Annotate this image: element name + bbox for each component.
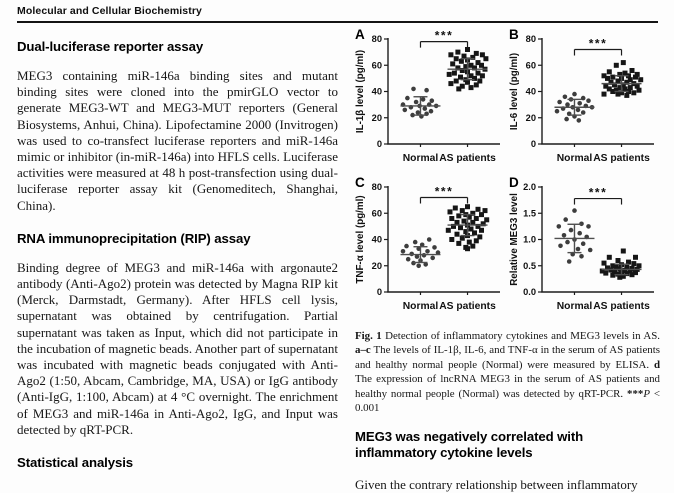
figure-caption-segment: ***	[627, 387, 644, 400]
svg-text:***: ***	[588, 185, 608, 200]
svg-text:20: 20	[371, 260, 382, 271]
svg-text:60: 60	[371, 60, 382, 71]
svg-text:IL-1β level (pg/ml): IL-1β level (pg/ml)	[355, 49, 366, 134]
svg-text:2.0: 2.0	[523, 182, 536, 192]
svg-text:60: 60	[371, 208, 382, 219]
svg-text:AS patients: AS patients	[439, 153, 496, 164]
svg-text:AS patients: AS patients	[439, 301, 496, 312]
svg-text:0: 0	[530, 139, 536, 149]
svg-text:***: ***	[434, 184, 454, 199]
figure-caption-segment: d	[653, 358, 660, 371]
svg-text:***: ***	[588, 36, 608, 51]
svg-text:IL-6 level (pg/ml): IL-6 level (pg/ml)	[509, 52, 520, 131]
section-heading-rip-assay: RNA immunoprecipitation (RIP) assay	[17, 230, 251, 246]
figure-1	[355, 28, 660, 322]
svg-text:40: 40	[371, 234, 382, 245]
svg-text:0: 0	[376, 287, 382, 297]
right-column	[355, 28, 660, 493]
figure-panel-a-il1b-scatter	[355, 28, 504, 174]
svg-text:40: 40	[525, 86, 536, 97]
svg-text:0.0: 0.0	[523, 287, 536, 297]
svg-text:1.0: 1.0	[523, 234, 536, 245]
svg-text:60: 60	[525, 60, 536, 71]
figure-caption	[355, 329, 660, 415]
section-heading-dual-luciferase-assay: Dual-luciferase reporter assay	[17, 39, 204, 54]
svg-text:A: A	[355, 28, 365, 42]
svg-text:AS patients: AS patients	[593, 301, 650, 312]
svg-text:0: 0	[376, 139, 382, 149]
svg-text:80: 80	[525, 34, 536, 44]
journal-title: Molecular and Cellular Biochemistry	[17, 5, 202, 17]
figure-caption-segment: a–c	[355, 344, 371, 357]
svg-text:Relative MEG3 level: Relative MEG3 level	[509, 193, 520, 286]
svg-text:AS patients: AS patients	[593, 153, 650, 164]
figure-panel-d-meg3-scatter	[509, 176, 658, 322]
figure-caption-segment: Fig. 1	[355, 330, 382, 342]
svg-text:80: 80	[371, 34, 382, 44]
svg-text:0.5: 0.5	[523, 260, 536, 271]
svg-text:D: D	[509, 176, 519, 190]
svg-text:C: C	[355, 176, 365, 190]
svg-text:TNF-α level (pg/ml): TNF-α level (pg/ml)	[355, 195, 366, 284]
svg-text:***: ***	[434, 28, 454, 43]
figure-caption-segment: < 0.001	[355, 387, 660, 415]
svg-text:Normal: Normal	[402, 153, 439, 164]
figure-caption-segment: The expression of lncRNA MEG3 in the serum of AS patients and healthy normal people (Normal) was detected by qRT-PCR.	[355, 373, 660, 400]
section-heading-meg3-correlation: MEG3 was negatively correlated with inflammatory cytokine levels	[355, 429, 584, 461]
svg-text:20: 20	[525, 112, 536, 123]
left-column	[17, 33, 338, 484]
svg-text:1.5: 1.5	[523, 208, 536, 219]
svg-text:20: 20	[371, 112, 382, 123]
header-rule	[17, 21, 658, 23]
body-paragraph-partial: Given the contrary relationship between inflammatory	[355, 477, 638, 493]
svg-text:80: 80	[371, 182, 382, 192]
svg-text:Normal: Normal	[556, 301, 593, 312]
svg-text:Normal: Normal	[402, 301, 439, 312]
svg-text:40: 40	[371, 86, 382, 97]
figure-caption-segment: Detection of inflammatory cytokines and MEG3 levels in AS.	[381, 330, 661, 342]
figure-panel-b-il6-scatter	[509, 28, 658, 174]
figure-caption-segment: P	[643, 387, 650, 400]
svg-text:B: B	[509, 28, 519, 42]
figure-caption-segment: The levels of IL-1β, IL-6, and TNF-α in the serum of AS patients and healthy normal people (Normal) were measured by ELISA.	[355, 344, 660, 371]
svg-text:Normal: Normal	[556, 153, 593, 164]
body-paragraph-rip-assay: Binding degree of MEG3 and miR-146a with argonaute2 antibody (Anti-Ago2) protein was detected by Magna RIP kit (Merck, Darmstadt, Germany). After HFLS cell lysis, supernatant was obtained by centrifugation. Partial supernatant was taken as Input, which did not participate in the incubation of magnetic beads. Another part of supernatant was incubated with magnetic beads conjugated with Anti-Ago2 (1:50, Abcam, Cambridge, MA, USA) or IgG antibody (Anti-IgG, 1:100, Abcam) at 4 °C overnight. The enrichment of MEG3 and miR-146a in Anti-Ago2, IgG, and Input was detected by qRT-PCR.	[17, 259, 338, 437]
section-heading-statistical-analysis: Statistical analysis	[17, 455, 134, 471]
figure-panel-c-tnfa-scatter	[355, 176, 504, 322]
body-paragraph-dual-luciferase: MEG3 containing miR-146a binding sites and mutant binding sites were cloned into the pmirGLO vector to generate MEG3-WT and MEG3-MUT reporters (General Biosystems, Anhui, China). Lipofectamine 2000 (Invitrogen) was used to co-transfect luciferase reporters and miR-146a mimic or inhibitor (in-miR-146a) into HFLS cells. Luciferase activities were measured at 48 h post-transfection using dual-luciferase reporter assay kit (Genomeditech, Shanghai, China).	[17, 68, 338, 213]
